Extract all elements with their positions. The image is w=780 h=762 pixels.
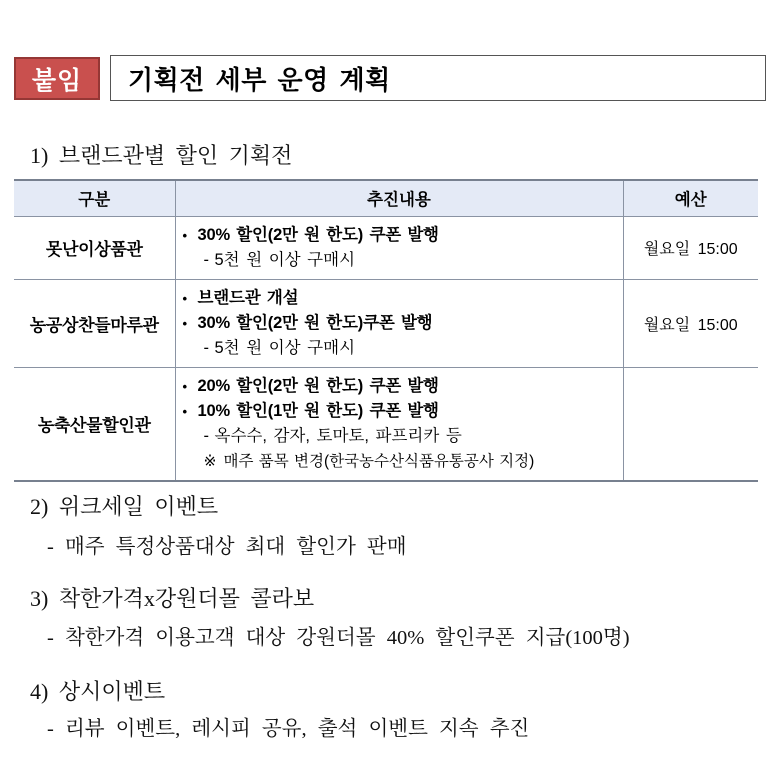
- section-3-item: - 착한가격 이용고객 대상 강원더몰 40% 할인쿠폰 지급(100명): [47, 627, 630, 649]
- row-budget: [623, 367, 758, 481]
- reference-mark-icon: ※: [203, 452, 217, 470]
- bullet-line: [176, 286, 619, 311]
- section-4-item: - 리뷰 이벤트, 레시피 공유, 출석 이벤트 지속 추진: [47, 718, 530, 740]
- row-category: 농공상찬들마루관: [14, 279, 175, 367]
- bullet-line: [176, 311, 619, 336]
- dash-line: [176, 248, 619, 273]
- page-title: 기획전 세부 운영 계획: [110, 55, 766, 101]
- bullet-icon: •: [182, 315, 187, 331]
- note-text: 매주 품목 변경(한국농수산식품유통공사 지정): [223, 452, 535, 470]
- dash-text: 5천 원 이상 구매시: [214, 250, 356, 269]
- column-header-content: 추진내용: [175, 180, 623, 216]
- dash-icon: -: [203, 426, 209, 445]
- table-header-row: [14, 180, 758, 216]
- row-content: [175, 216, 623, 279]
- row-category: 농축산물할인관: [14, 367, 175, 481]
- dash-line: [176, 336, 619, 361]
- plan-table-wrapper: [14, 179, 758, 482]
- table-row: [14, 279, 758, 367]
- bullet-icon: •: [182, 290, 187, 306]
- bullet-text: 브랜드관 개설: [197, 288, 299, 307]
- plan-table: [14, 179, 758, 482]
- section-2-heading: 2) 위크세일 이벤트: [30, 494, 219, 519]
- dash-text: 5천 원 이상 구매시: [214, 338, 356, 357]
- dash-icon: -: [203, 250, 209, 269]
- attachment-badge: 붙임: [14, 57, 100, 100]
- section-3-heading: 3) 착한가격x강원더몰 콜라보: [30, 586, 315, 611]
- section-1-heading: 1) 브랜드관별 할인 기획전: [30, 143, 293, 168]
- bullet-icon: •: [182, 403, 187, 419]
- table-row: [14, 367, 758, 481]
- row-content: [175, 367, 623, 481]
- row-category: 못난이상품관: [14, 216, 175, 279]
- dash-text: 옥수수, 감자, 토마토, 파프리카 등: [214, 426, 462, 445]
- column-header-category: 구분: [14, 180, 175, 216]
- bullet-text: 30% 할인(2만 원 한도) 쿠폰 발행: [197, 225, 439, 244]
- bullet-line: [176, 223, 619, 248]
- table-row: [14, 216, 758, 279]
- note-line: [176, 449, 619, 474]
- row-budget: 월요일 15:00: [623, 216, 758, 279]
- bullet-icon: •: [182, 378, 187, 394]
- row-budget: 월요일 15:00: [623, 279, 758, 367]
- bullet-text: 10% 할인(1만 원 한도) 쿠폰 발행: [197, 401, 439, 420]
- dash-line: [176, 424, 619, 449]
- bullet-text: 20% 할인(2만 원 한도) 쿠폰 발행: [197, 376, 439, 395]
- bullet-line: [176, 399, 619, 424]
- bullet-line: [176, 374, 619, 399]
- section-4-heading: 4) 상시이벤트: [30, 679, 166, 704]
- row-content: [175, 279, 623, 367]
- document-header: [14, 55, 766, 101]
- bullet-text: 30% 할인(2만 원 한도)쿠폰 발행: [197, 313, 433, 332]
- bullet-icon: •: [182, 227, 187, 243]
- section-2-item: - 매주 특정상품대상 최대 할인가 판매: [47, 536, 407, 558]
- dash-icon: -: [203, 338, 209, 357]
- column-header-budget: 예산: [623, 180, 758, 216]
